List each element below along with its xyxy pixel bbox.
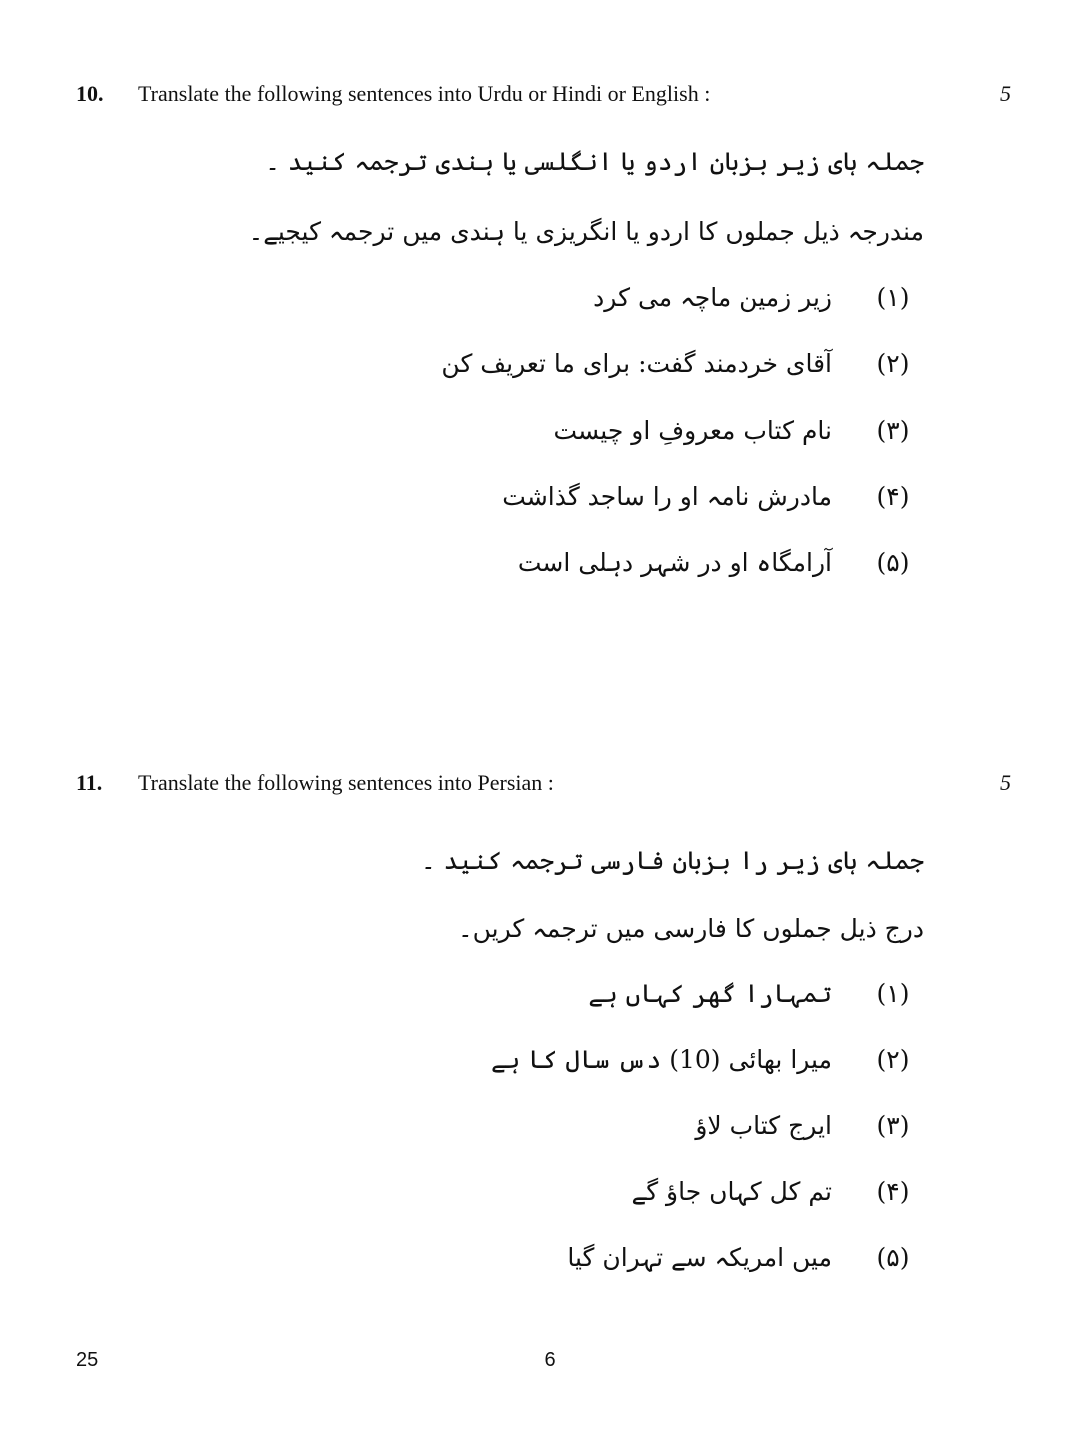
item-number: (۳) <box>876 416 910 445</box>
question-marks: 5 <box>1000 770 1011 795</box>
question-11-item-3 <box>274 1106 924 1146</box>
question-11-item-1 <box>274 974 924 1014</box>
question-10-header <box>76 76 1011 112</box>
item-number: (۵) <box>876 1243 910 1272</box>
item-text: تم کل کہاں جاؤ گے <box>631 1177 832 1206</box>
item-text: نام کتاب معروفِ او چیست <box>553 416 832 445</box>
question-11-header <box>76 765 1011 801</box>
question-10-item-3 <box>274 411 924 451</box>
item-number: (۲) <box>876 349 910 378</box>
item-text: تمہارا گھر کہاں ہے <box>588 979 832 1008</box>
question-number: 10. <box>76 81 104 106</box>
question-10-instruction-urdu: مندرجہ ذیل جملوں کا اردو یا انگریزی یا ہندی میں ترجمہ کیجیے۔ <box>248 217 924 246</box>
question-10-item-1 <box>274 278 924 318</box>
item-text: ایرج کتاب لاؤ <box>695 1111 832 1140</box>
question-11-item-5 <box>274 1238 924 1278</box>
question-prompt: Translate the following sentences into Urdu or Hindi or English : <box>138 81 711 106</box>
item-text: آقای خردمند گفت: برای ما تعریف کن <box>441 349 832 378</box>
question-prompt: Translate the following sentences into Persian : <box>138 770 554 795</box>
question-11-item-2 <box>274 1040 924 1080</box>
item-number: (۴) <box>876 1177 910 1206</box>
page-number: 6 <box>544 1349 556 1371</box>
paper-code: 25 <box>76 1349 99 1371</box>
question-10-item-2 <box>274 344 924 384</box>
item-text: میں امریکہ سے تہران گیا <box>567 1243 832 1272</box>
item-text: میرا بھائی (10) دس سال کا ہے <box>490 1045 832 1074</box>
item-number: (۴) <box>876 482 910 511</box>
question-10-instruction-persian: جملہ ہای زیر بزبان اردو یا انگلسی یا ہندی ترجمہ کنید ۔ <box>265 147 924 176</box>
item-number: (۵) <box>876 548 910 577</box>
item-text: آرامگاہ او در شہر دہلی است <box>517 548 832 577</box>
question-number: 11. <box>76 770 103 795</box>
question-marks: 5 <box>1000 81 1011 106</box>
item-number: (۱) <box>876 283 910 312</box>
item-text: زیر زمین ماچہ می کرد <box>593 283 832 312</box>
question-10-item-4 <box>274 477 924 517</box>
question-11-instruction-urdu: درج ذیل جملوں کا فارسی میں ترجمہ کریں۔ <box>457 914 924 943</box>
item-number: (۲) <box>876 1045 910 1074</box>
item-text: مادرش نامہ او را ساجد گذاشت <box>502 482 832 511</box>
question-10-item-5 <box>274 543 924 583</box>
question-11-item-4 <box>274 1172 924 1212</box>
item-number: (۱) <box>876 979 910 1008</box>
item-number: (۳) <box>876 1111 910 1140</box>
question-11-instruction-persian: جملہ ہای زیر را بزبان فارسی ترجمہ کنید ۔ <box>420 846 924 875</box>
